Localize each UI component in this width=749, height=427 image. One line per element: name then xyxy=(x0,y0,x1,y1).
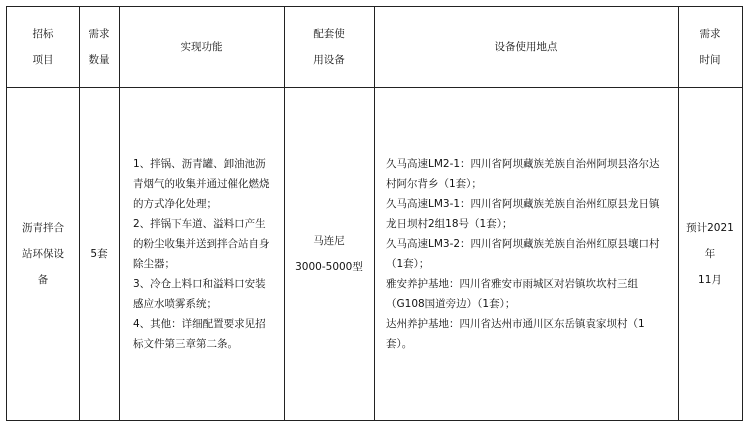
location-item: 久马高速LM2-1：四川省阿坝藏族羌族自治州阿坝县洛尔达村阿尔背乡（1套）； xyxy=(386,158,660,190)
cell-time: 预计2021 年 11月 xyxy=(686,222,734,286)
location-item: 雅安养护基地：四川省雅安市雨城区对岩镇坎坎村三组（G108国道旁边）（1套）； xyxy=(386,278,638,310)
cell-bid-item: 沥青拌合 站环保设 备 xyxy=(22,222,64,286)
header-time: 需求 时间 xyxy=(699,28,721,66)
cell-function xyxy=(119,88,284,420)
header-function: 实现功能 xyxy=(180,41,223,53)
location-item: 久马高速LM3-1：四川省阿坝藏族羌族自治州红原县龙日镇龙日坝村2组18号（1套）； xyxy=(386,198,660,230)
cell-quantity: 5套 xyxy=(90,248,108,260)
location-item: 久马高速LM3-2：四川省阿坝藏族羌族自治州红原县壤口村（1套）； xyxy=(386,238,660,270)
function-item: 1、拌锅、沥青罐、卸油池沥青烟气的收集并通过催化燃烧的方式净化处理； xyxy=(133,158,270,210)
function-item: 2、拌锅下车道、溢料口产生的粉尘收集并送到拌合站自身除尘器； xyxy=(133,218,270,270)
function-item: 4、其他：详细配置要求见招标文件第三章第二条。 xyxy=(133,318,266,350)
bid-table xyxy=(6,6,743,421)
function-list xyxy=(133,154,274,354)
header-location: 设备使用地点 xyxy=(494,41,558,53)
location-item: 达州养护基地：四川省达州市通川区东岳镇袁家坝村（1套）。 xyxy=(386,318,645,350)
cell-equipment: 马连尼 3000-5000型 xyxy=(295,235,363,273)
cell-location xyxy=(374,88,678,420)
header-equipment: 配套使 用设备 xyxy=(313,28,345,66)
header-quantity: 需求 数量 xyxy=(88,28,110,66)
header-bid-item: 招标 项目 xyxy=(32,28,54,66)
location-list xyxy=(386,154,670,354)
function-item: 3、冷仓上料口和溢料口安装感应水喷雾系统； xyxy=(133,278,266,310)
